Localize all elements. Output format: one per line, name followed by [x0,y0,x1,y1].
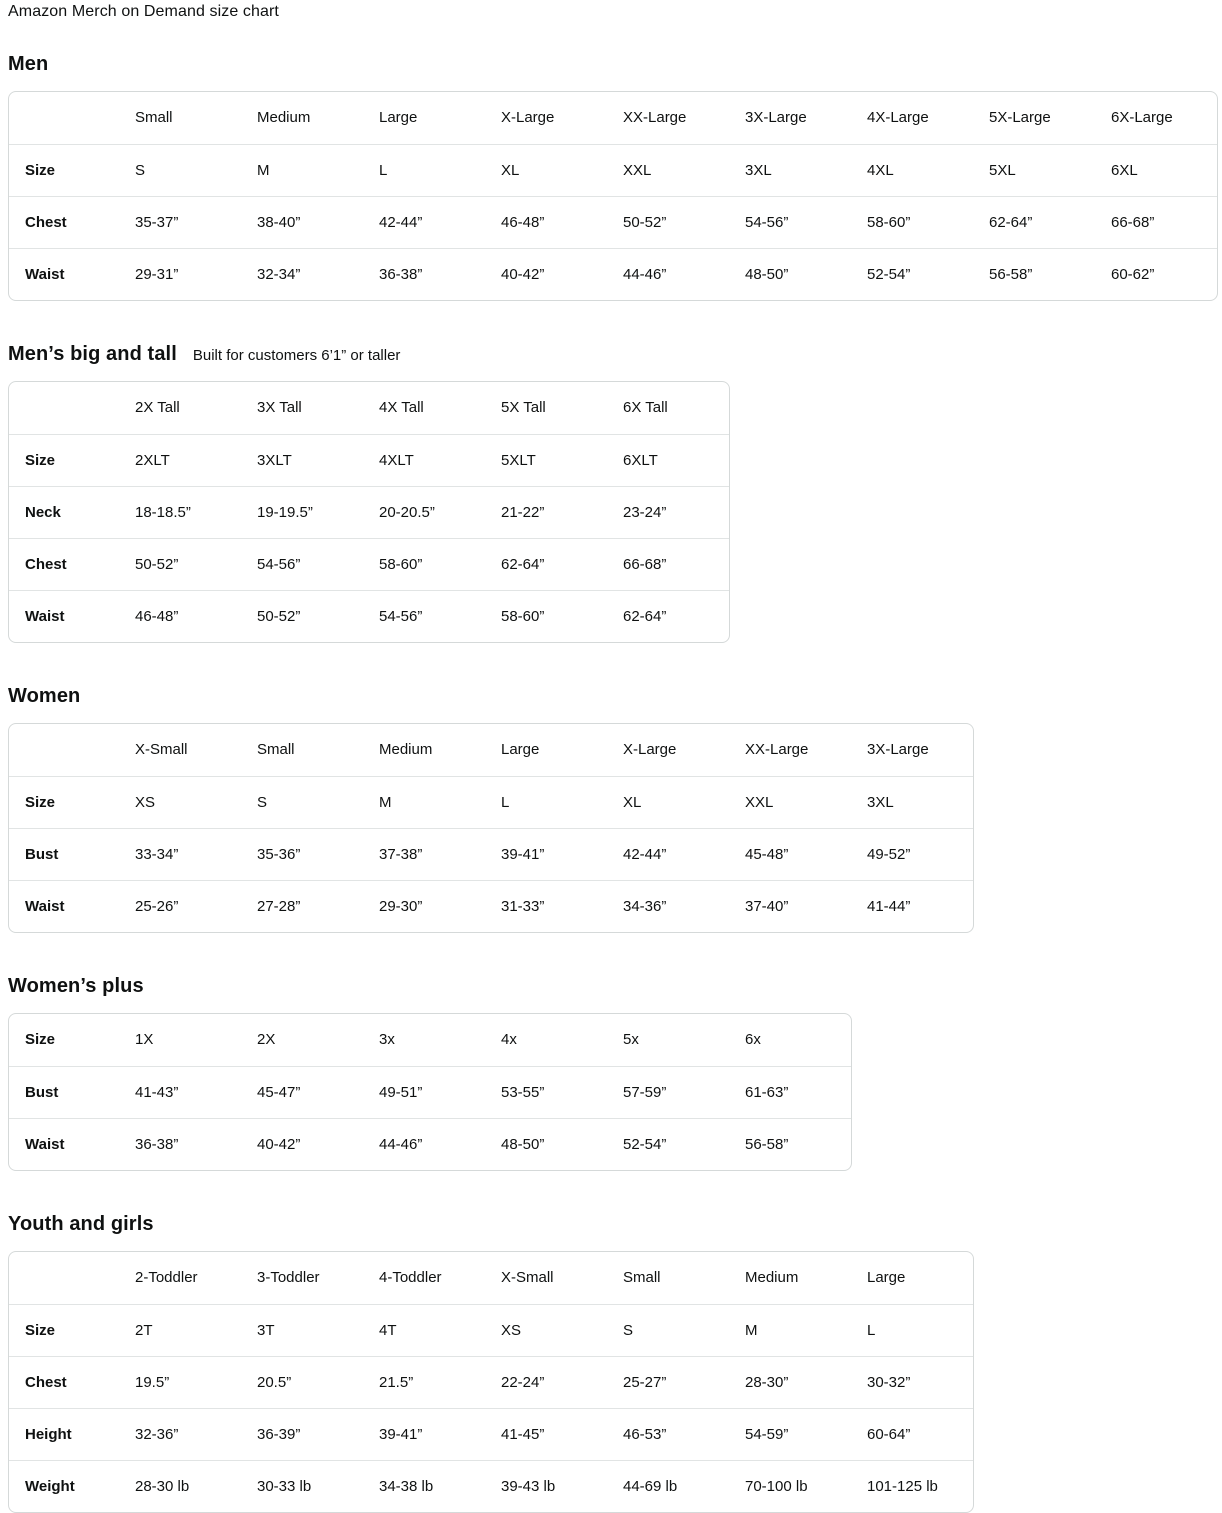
size-table-youth-and-girls [8,1251,974,1513]
cell: 58-60” [501,607,545,625]
cell: 48-50” [501,1135,545,1153]
column-header: 3X Tall [257,399,302,416]
cell: 27-28” [257,897,301,915]
section-mens-big-and-tall [8,343,1214,643]
cell: 45-48” [745,845,789,863]
row-label: Waist [25,1135,65,1153]
cell: 56-58” [989,265,1033,283]
table-row-chest [9,1356,973,1408]
column-header: 6X-Large [1111,109,1173,126]
section-heading-men: Men [8,53,49,75]
table-row-bust [9,828,973,880]
cell: 35-36” [257,845,301,863]
row-label: Weight [25,1477,75,1495]
cell: 2T [135,1321,153,1339]
cell: XXL [745,793,774,811]
table-row-waist [9,248,1217,300]
cell: 23-24” [623,503,667,521]
cell: 52-54” [623,1135,667,1153]
cell: 37-38” [379,845,423,863]
cell: 34-36” [623,897,667,915]
cell: 49-51” [379,1083,423,1101]
size-table-men [8,91,1218,301]
row-label: Waist [25,897,65,915]
column-header: X-Large [501,109,555,126]
cell: 2X [257,1031,276,1048]
row-label: Chest [25,213,67,231]
cell: 18-18.5” [135,503,191,521]
cell: 1X [135,1031,154,1048]
cell: 30-33 lb [257,1477,312,1495]
cell: 50-52” [623,213,667,231]
header-row [9,382,729,434]
cell: S [623,1321,634,1339]
cell: 38-40” [257,213,301,231]
cell: 42-44” [623,845,667,863]
column-header: Small [135,109,173,126]
cell: 44-46” [623,265,667,283]
cell: 3XL [867,793,894,811]
size-table-mens-big-and-tall [8,381,730,643]
cell: M [745,1321,758,1339]
table-row-bust [9,1066,851,1118]
cell: 40-42” [501,265,545,283]
column-header: 3X-Large [867,741,929,758]
cell: 2XLT [135,451,170,469]
cell: 60-62” [1111,265,1155,283]
cell: 22-24” [501,1373,545,1391]
cell: 21.5” [379,1373,414,1391]
cell: 46-53” [623,1425,667,1443]
table-row-chest [9,538,729,590]
cell: 40-42” [257,1135,301,1153]
column-header: 2-Toddler [135,1269,198,1286]
column-header: Large [867,1269,906,1286]
cell: 28-30” [745,1373,789,1391]
table-row-size [9,776,973,828]
section-heading-youth-and-girls: Youth and girls [8,1213,154,1235]
cell: 50-52” [135,555,179,573]
row-label: Size [25,793,56,811]
cell: 58-60” [379,555,423,573]
cell: 39-41” [501,845,545,863]
table-row-height [9,1408,973,1460]
section-men [8,53,1214,301]
cell: 4T [379,1321,397,1339]
cell: 3T [257,1321,275,1339]
cell: 62-64” [623,607,667,625]
column-header: XX-Large [745,741,809,758]
section-heading-row [8,343,1214,365]
table-row-weight [9,1460,973,1512]
table-row-size [9,434,729,486]
section-heading-women: Women [8,685,81,707]
cell: 33-34” [135,845,179,863]
cell: 48-50” [745,265,789,283]
column-header: 3X-Large [745,109,807,126]
row-label: Neck [25,503,61,521]
cell: 56-58” [745,1135,789,1153]
cell: 66-68” [623,555,667,573]
cell: 6x [745,1031,761,1048]
cell: 4XL [867,161,894,179]
column-header: X-Large [623,741,677,758]
cell: 54-56” [745,213,789,231]
cell: 30-32” [867,1373,911,1391]
cell: 62-64” [501,555,545,573]
cell: 44-69 lb [623,1477,678,1495]
section-heading-row [8,1213,1214,1235]
cell: 31-33” [501,897,545,915]
page-title: Amazon Merch on Demand size chart [8,3,279,20]
section-heading-womens-plus: Women’s plus [8,975,144,997]
column-header: X-Small [501,1269,554,1286]
cell: 19.5” [135,1373,170,1391]
cell: 37-40” [745,897,789,915]
cell: XL [501,161,520,179]
row-label: Size [25,451,56,469]
table-row-waist [9,590,729,642]
cell: 3XLT [257,451,292,469]
cell: 101-125 lb [867,1477,938,1495]
cell: 42-44” [379,213,423,231]
column-header: 5X-Large [989,109,1051,126]
cell: 49-52” [867,845,911,863]
cell: M [379,793,392,811]
header-row [9,92,1217,144]
cell: M [257,161,270,179]
cell: 36-38” [135,1135,179,1153]
cell: L [867,1321,876,1339]
column-header: Small [257,741,295,758]
table-row-size [9,1304,973,1356]
cell: 25-27” [623,1373,667,1391]
row-label: Size [25,161,56,179]
row-label: Height [25,1425,72,1443]
column-header: Small [623,1269,661,1286]
row-label: Waist [25,607,65,625]
cell: 52-54” [867,265,911,283]
header-row [9,1252,973,1304]
cell: 29-30” [379,897,423,915]
column-header: Medium [379,741,433,758]
cell: XS [501,1321,522,1339]
cell: 19-19.5” [257,503,313,521]
cell: 44-46” [379,1135,423,1153]
column-header: X-Small [135,741,188,758]
section-subtitle: Built for customers 6’1” or taller [192,347,401,364]
cell: 41-45” [501,1425,545,1443]
section-heading-mens-big-and-tall: Men’s big and tall [8,343,177,365]
column-header: Medium [745,1269,799,1286]
cell: 32-34” [257,265,301,283]
table-row-neck [9,486,729,538]
cell: 36-39” [257,1425,301,1443]
cell: 39-41” [379,1425,423,1443]
cell: 57-59” [623,1083,667,1101]
section-heading-row [8,53,1214,75]
cell: 3x [379,1031,395,1048]
size-table-women [8,723,974,933]
cell: 70-100 lb [745,1477,808,1495]
table-row-waist [9,1118,851,1170]
table-row-chest [9,196,1217,248]
column-header: Large [379,109,418,126]
cell: 4XLT [379,451,414,469]
column-header: 4X-Large [867,109,929,126]
column-header: 2X Tall [135,399,180,416]
cell: 5x [623,1031,639,1048]
cell: 6XL [1111,161,1138,179]
cell: 54-56” [257,555,301,573]
cell: S [257,793,268,811]
cell: 35-37” [135,213,179,231]
header-row [9,724,973,776]
row-label: Bust [25,845,59,863]
cell: 28-30 lb [135,1477,190,1495]
row-label: Chest [25,1373,67,1391]
cell: 54-56” [379,607,423,625]
table-row-size [9,144,1217,196]
section-womens-plus [8,975,1214,1171]
cell: 62-64” [989,213,1033,231]
table-row-waist [9,880,973,932]
cell: 25-26” [135,897,179,915]
row-label: Waist [25,265,65,283]
cell: L [501,793,510,811]
cell: 36-38” [379,265,423,283]
cell: 41-43” [135,1083,179,1101]
cell: XS [135,793,156,811]
cell: S [135,161,146,179]
column-header: 4X Tall [379,399,424,416]
cell: 58-60” [867,213,911,231]
column-header: 4-Toddler [379,1269,442,1286]
section-heading-row [8,685,1214,707]
cell: 5XL [989,161,1016,179]
column-header: Medium [257,109,311,126]
cell: 53-55” [501,1083,545,1101]
section-women [8,685,1214,933]
cell: 66-68” [1111,213,1155,231]
row-label: Chest [25,555,67,573]
cell: L [379,161,388,179]
table-row-size [9,1014,851,1066]
column-header: XX-Large [623,109,687,126]
cell: XXL [623,161,652,179]
cell: XL [623,793,642,811]
cell: 50-52” [257,607,301,625]
cell: 29-31” [135,265,179,283]
sections-root [8,53,1214,1513]
section-heading-row [8,975,1214,997]
column-header: 6X Tall [623,399,668,416]
cell: 39-43 lb [501,1477,556,1495]
section-youth-and-girls [8,1213,1214,1513]
cell: 20-20.5” [379,503,435,521]
cell: 4x [501,1031,517,1048]
row-label: Bust [25,1083,59,1101]
size-chart-page [8,2,1214,1513]
cell: 32-36” [135,1425,179,1443]
cell: 21-22” [501,503,545,521]
cell: 34-38 lb [379,1477,434,1495]
size-table-womens-plus [8,1013,852,1171]
cell: 5XLT [501,451,536,469]
cell: 45-47” [257,1083,301,1101]
column-header: Large [501,741,540,758]
column-header: 5X Tall [501,399,546,416]
cell: 54-59” [745,1425,789,1443]
row-label: Size [25,1321,56,1339]
cell: 61-63” [745,1083,789,1101]
cell: 46-48” [501,213,545,231]
row-label: Size [25,1031,56,1048]
column-header: 3-Toddler [257,1269,320,1286]
cell: 6XLT [623,451,658,469]
cell: 41-44” [867,897,911,915]
cell: 20.5” [257,1373,292,1391]
cell: 60-64” [867,1425,911,1443]
cell: 46-48” [135,607,179,625]
cell: 3XL [745,161,772,179]
